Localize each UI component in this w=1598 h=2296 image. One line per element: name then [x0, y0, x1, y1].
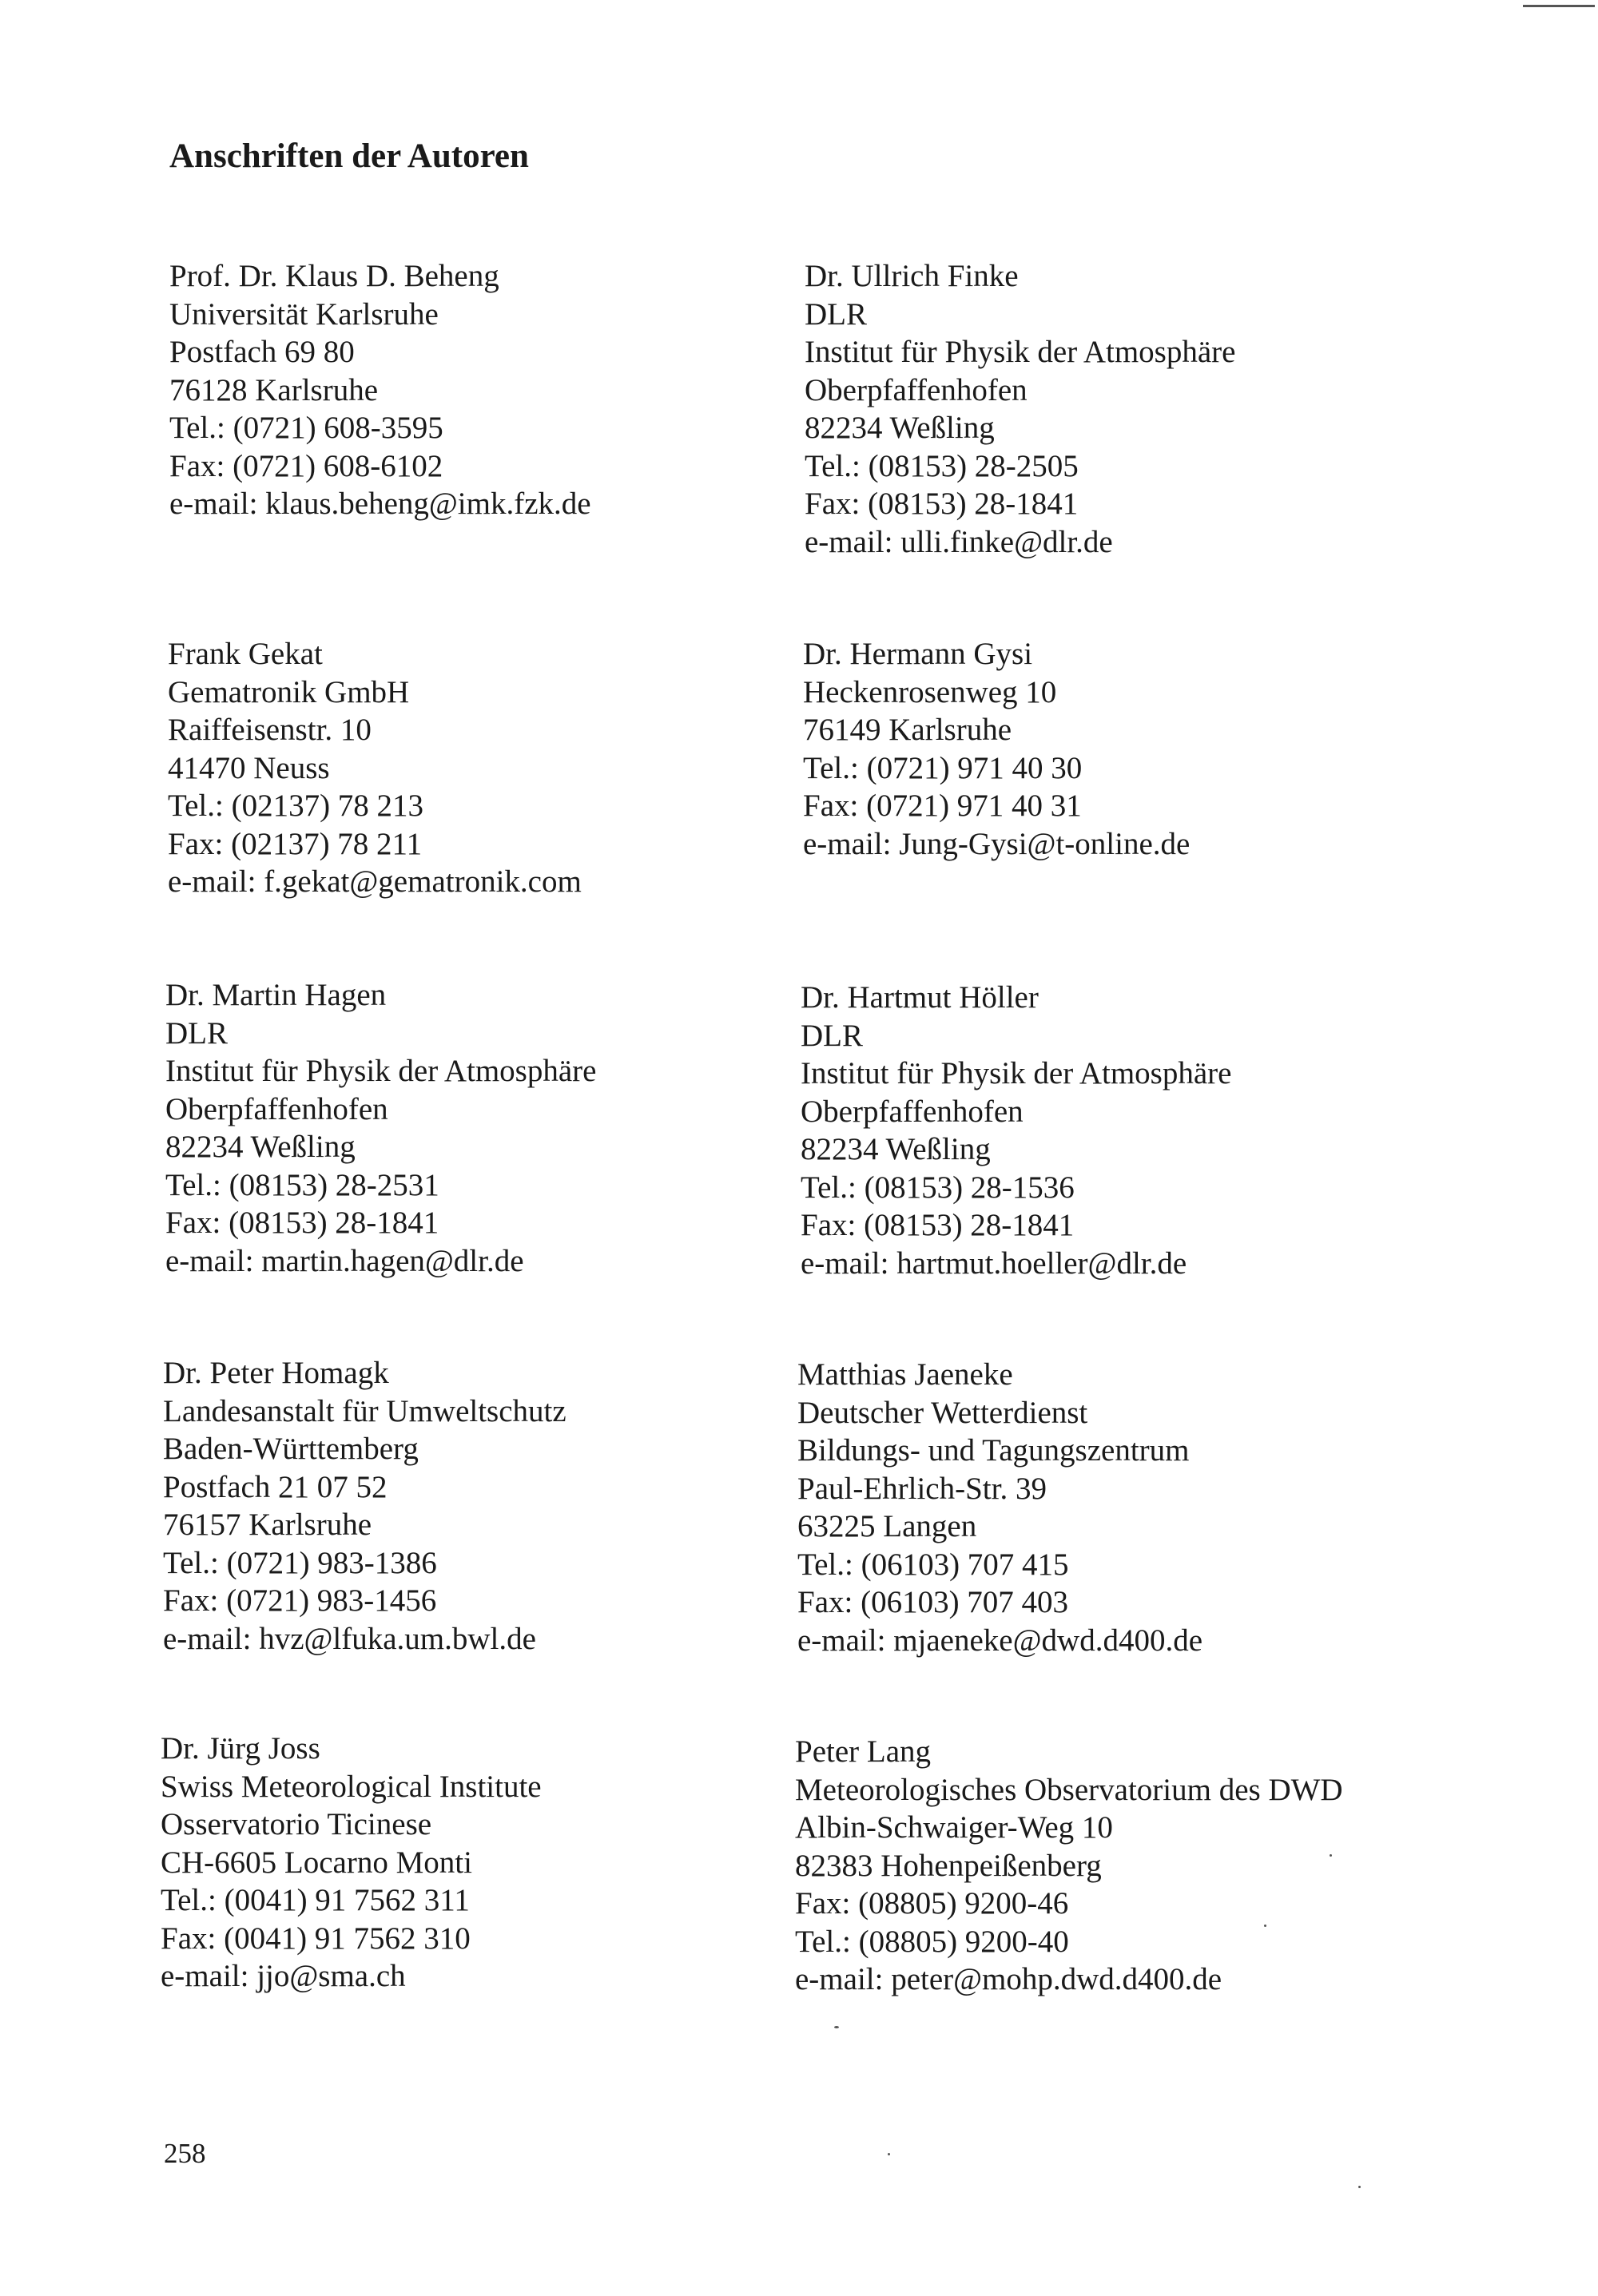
email-line: e-mail: Jung-Gysi@t-online.de — [803, 826, 1191, 861]
author-address-gysi — [803, 635, 1410, 863]
fax-line: Fax: (08153) 28-1841 — [805, 487, 1079, 521]
scan-edge-mark — [1523, 5, 1595, 7]
address-line: 76149 Karlsruhe — [803, 713, 1012, 747]
author-address-jaeneke — [797, 1356, 1405, 1659]
email-line: e-mail: ulli.finke@dlr.de — [805, 524, 1113, 559]
address-line: DLR — [801, 1018, 863, 1053]
page-title: Anschriften der Autoren — [169, 137, 529, 175]
address-line: 76128 Karlsruhe — [169, 372, 379, 407]
address-line: 82234 Weßling — [805, 411, 995, 445]
scan-dust-mark — [834, 2026, 839, 2028]
address-line: 82383 Hohenpeißenberg — [795, 1848, 1102, 1883]
address-line: Oberpfaffenhofen — [801, 1094, 1024, 1129]
phone-line: Tel.: (02137) 78 213 — [168, 789, 424, 823]
fax-line: Fax: (0721) 983-1456 — [163, 1583, 437, 1618]
scan-dust-mark — [1264, 1925, 1266, 1927]
scan-dust-mark — [1330, 1854, 1332, 1857]
phone-line: Tel.: (08805) 9200-40 — [795, 1924, 1069, 1959]
fax-line: Fax: (08153) 28-1841 — [165, 1206, 439, 1240]
address-line: Gematronik GmbH — [168, 674, 410, 709]
address-line: Meteorologisches Observatorium des DWD — [795, 1772, 1343, 1807]
phone-line: Tel.: (0721) 983-1386 — [163, 1545, 437, 1580]
email-line: e-mail: hartmut.hoeller@dlr.de — [801, 1245, 1187, 1281]
phone-line: Tel.: (08153) 28-2531 — [165, 1167, 439, 1202]
author-address-hagen — [165, 976, 773, 1280]
address-line: DLR — [165, 1015, 228, 1051]
address-line: Baden-Württemberg — [163, 1432, 419, 1466]
author-name: Matthias Jaeneke — [797, 1357, 1013, 1392]
phone-line: Tel.: (0041) 91 7562 311 — [161, 1883, 470, 1917]
address-line: Raiffeisenstr. 10 — [168, 713, 372, 747]
address-line: Swiss Meteorological Institute — [161, 1769, 542, 1804]
author-name: Dr. Jürg Joss — [161, 1731, 320, 1766]
fax-line: Fax: (08805) 9200-46 — [795, 1886, 1069, 1921]
email-line: e-mail: jjo@sma.ch — [161, 1959, 406, 1993]
address-line: Deutscher Wetterdienst — [797, 1395, 1088, 1430]
address-line: CH-6605 Locarno Monti — [161, 1845, 472, 1880]
fax-line: Fax: (0721) 608-6102 — [169, 448, 443, 483]
address-line: Postfach 21 07 52 — [163, 1469, 388, 1504]
page-number: 258 — [164, 2138, 206, 2169]
address-line: Oberpfaffenhofen — [805, 372, 1028, 407]
author-address-beheng — [169, 257, 777, 523]
address-line: Bildungs- und Tagungszentrum — [797, 1433, 1190, 1468]
author-name: Dr. Hermann Gysi — [803, 637, 1033, 671]
author-name: Dr. Martin Hagen — [165, 978, 387, 1012]
author-name: Dr. Hartmut Höller — [801, 980, 1039, 1015]
author-address-gekat — [168, 635, 775, 901]
author-name: Dr. Ullrich Finke — [805, 259, 1019, 293]
phone-line: Tel.: (08153) 28-2505 — [805, 448, 1079, 483]
address-line: DLR — [805, 296, 867, 332]
address-line: Postfach 69 80 — [169, 335, 355, 369]
scan-dust-mark — [1358, 2186, 1361, 2188]
phone-line: Tel.: (08153) 28-1536 — [801, 1170, 1075, 1205]
address-line: 76157 Karlsruhe — [163, 1507, 372, 1542]
address-line: Heckenrosenweg 10 — [803, 674, 1057, 709]
address-line: Institut für Physik der Atmosphäre — [805, 335, 1236, 369]
fax-line: Fax: (0041) 91 7562 310 — [161, 1921, 471, 1956]
email-line: e-mail: peter@mohp.dwd.d400.de — [795, 1962, 1222, 1996]
email-line: e-mail: mjaeneke@dwd.d400.de — [797, 1623, 1202, 1658]
address-line: Osservatorio Ticinese — [161, 1807, 432, 1841]
author-address-lang — [795, 1733, 1402, 1999]
fax-line: Fax: (08153) 28-1841 — [801, 1208, 1075, 1242]
author-name: Peter Lang — [795, 1734, 932, 1769]
address-line: Institut für Physik der Atmosphäre — [801, 1056, 1232, 1090]
email-line: e-mail: klaus.beheng@imk.fzk.de — [169, 487, 591, 521]
author-name: Prof. Dr. Klaus D. Beheng — [169, 259, 499, 293]
fax-line: Fax: (02137) 78 211 — [168, 826, 423, 861]
author-address-hoeller — [801, 979, 1408, 1282]
address-line: Oberpfaffenhofen — [165, 1091, 388, 1126]
author-name: Frank Gekat — [168, 637, 323, 671]
address-line: Institut für Physik der Atmosphäre — [165, 1054, 597, 1088]
address-line: 63225 Langen — [797, 1509, 977, 1543]
address-line: Paul-Ehrlich-Str. 39 — [797, 1471, 1047, 1506]
scan-dust-mark — [888, 2153, 890, 2155]
address-line: Universität Karlsruhe — [169, 296, 439, 332]
address-line: 82234 Weßling — [801, 1132, 991, 1166]
phone-line: Tel.: (0721) 608-3595 — [169, 411, 443, 445]
author-address-homagk — [163, 1354, 770, 1658]
email-line: e-mail: f.gekat@gematronik.com — [168, 864, 582, 899]
email-line: e-mail: hvz@lfuka.um.bwl.de — [163, 1621, 536, 1656]
email-line: e-mail: martin.hagen@dlr.de — [165, 1243, 524, 1278]
author-name: Dr. Peter Homagk — [163, 1356, 389, 1390]
fax-line: Fax: (06103) 707 403 — [797, 1585, 1069, 1619]
address-line: Landesanstalt für Umweltschutz — [163, 1393, 566, 1428]
phone-line: Tel.: (0721) 971 40 30 — [803, 750, 1083, 785]
author-address-finke — [805, 257, 1412, 561]
address-line: Albin-Schwaiger-Weg 10 — [795, 1810, 1113, 1845]
address-line: 41470 Neuss — [168, 750, 330, 785]
phone-line: Tel.: (06103) 707 415 — [797, 1547, 1069, 1582]
author-address-joss — [161, 1730, 768, 1996]
fax-line: Fax: (0721) 971 40 31 — [803, 789, 1082, 823]
address-line: 82234 Weßling — [165, 1130, 356, 1164]
